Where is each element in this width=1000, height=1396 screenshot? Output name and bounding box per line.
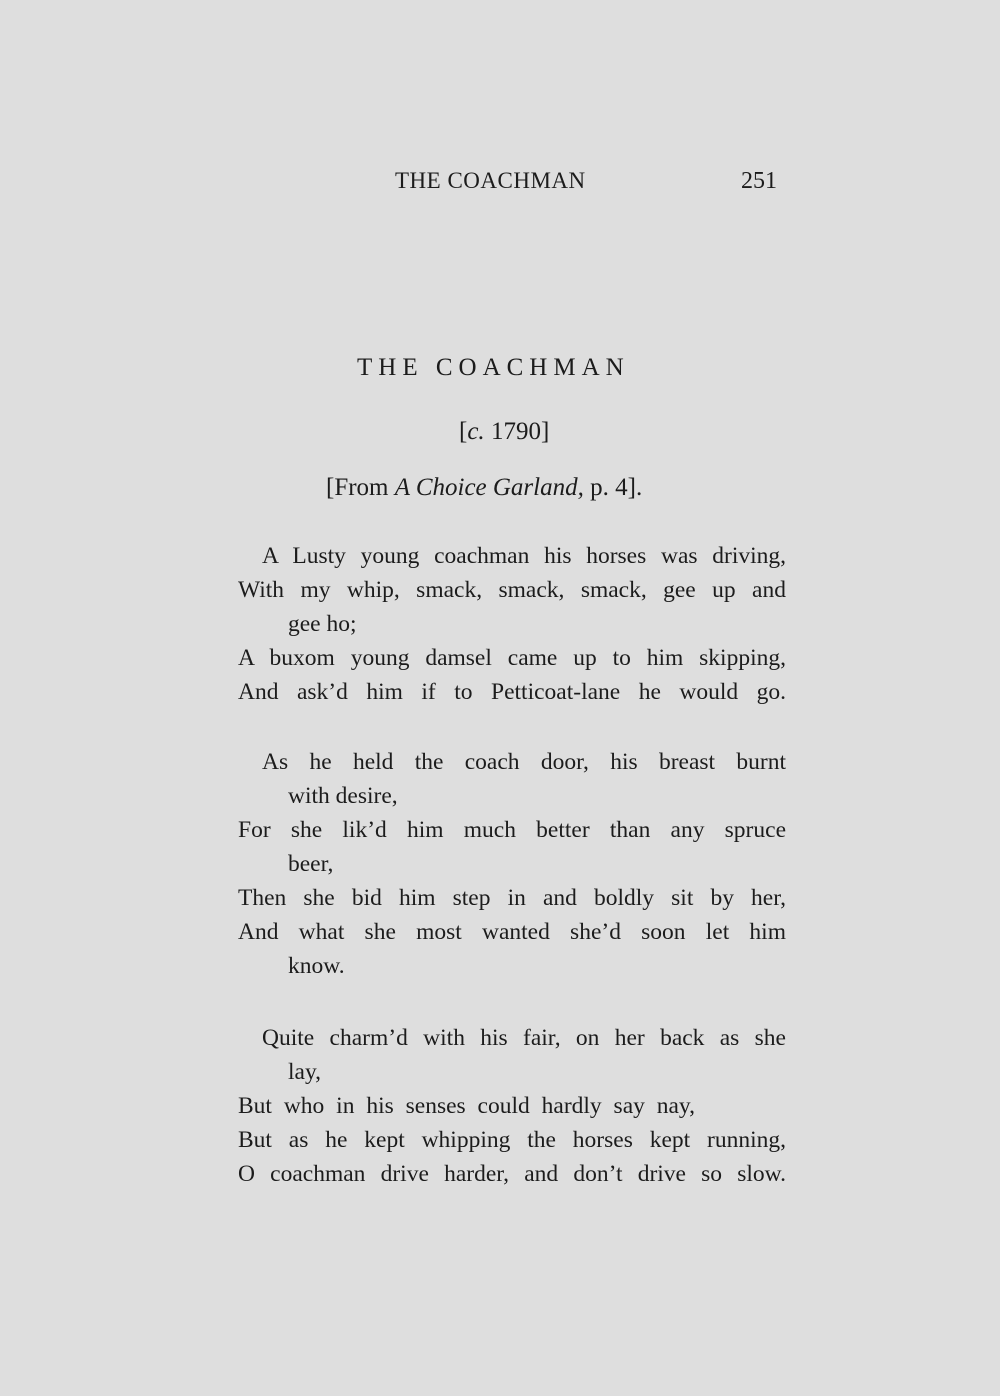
verse-line: As he held the coach door, his breast burnt bbox=[262, 749, 786, 775]
date-open-bracket: [ bbox=[459, 418, 468, 445]
date-year: 1790] bbox=[484, 418, 550, 445]
verse-line: But as he kept whipping the horses kept running, bbox=[238, 1127, 786, 1153]
source-suffix: p. 4]. bbox=[583, 474, 643, 501]
page-number: 251 bbox=[741, 168, 777, 194]
verse-line: Quite charm’d with his fair, on her back as she bbox=[262, 1025, 786, 1051]
verse-line-turnover: gee ho; bbox=[288, 611, 357, 637]
stanza-3 bbox=[238, 1021, 786, 1191]
verse-line-turnover: beer, bbox=[288, 851, 334, 877]
verse-line: And ask’d him if to Petticoat-lane he would go. bbox=[238, 679, 786, 705]
verse-line-turnover: with desire, bbox=[288, 783, 398, 809]
date-circa: c. bbox=[467, 418, 485, 445]
verse-line-turnover: know. bbox=[288, 953, 345, 979]
poem-date bbox=[459, 418, 549, 446]
stanza-2 bbox=[238, 745, 786, 983]
verse-line: A Lusty young coachman his horses was driving, bbox=[262, 543, 786, 569]
source-title: A Choice Garland, bbox=[394, 474, 584, 501]
verse-line: For she lik’d him much better than any spruce bbox=[238, 817, 786, 843]
poem-title: THE COACHMAN bbox=[357, 354, 630, 381]
source-prefix: [From bbox=[326, 474, 395, 501]
verse-line: A buxom young damsel came up to him skipping, bbox=[238, 645, 786, 671]
verse-line: With my whip, smack, smack, smack, gee up and bbox=[238, 577, 786, 603]
verse-line: But who in his senses could hardly say nay, bbox=[238, 1093, 696, 1119]
verse-line: Then she bid him step in and boldly sit by her, bbox=[238, 885, 786, 911]
verse-line: O coachman drive harder, and don’t drive so slow. bbox=[238, 1161, 786, 1187]
verse-line-turnover: lay, bbox=[288, 1059, 322, 1085]
poem-source bbox=[326, 474, 642, 502]
verse-line: And what she most wanted she’d soon let him bbox=[238, 919, 786, 945]
stanza-1 bbox=[238, 539, 786, 709]
running-head: THE COACHMAN bbox=[395, 168, 586, 193]
